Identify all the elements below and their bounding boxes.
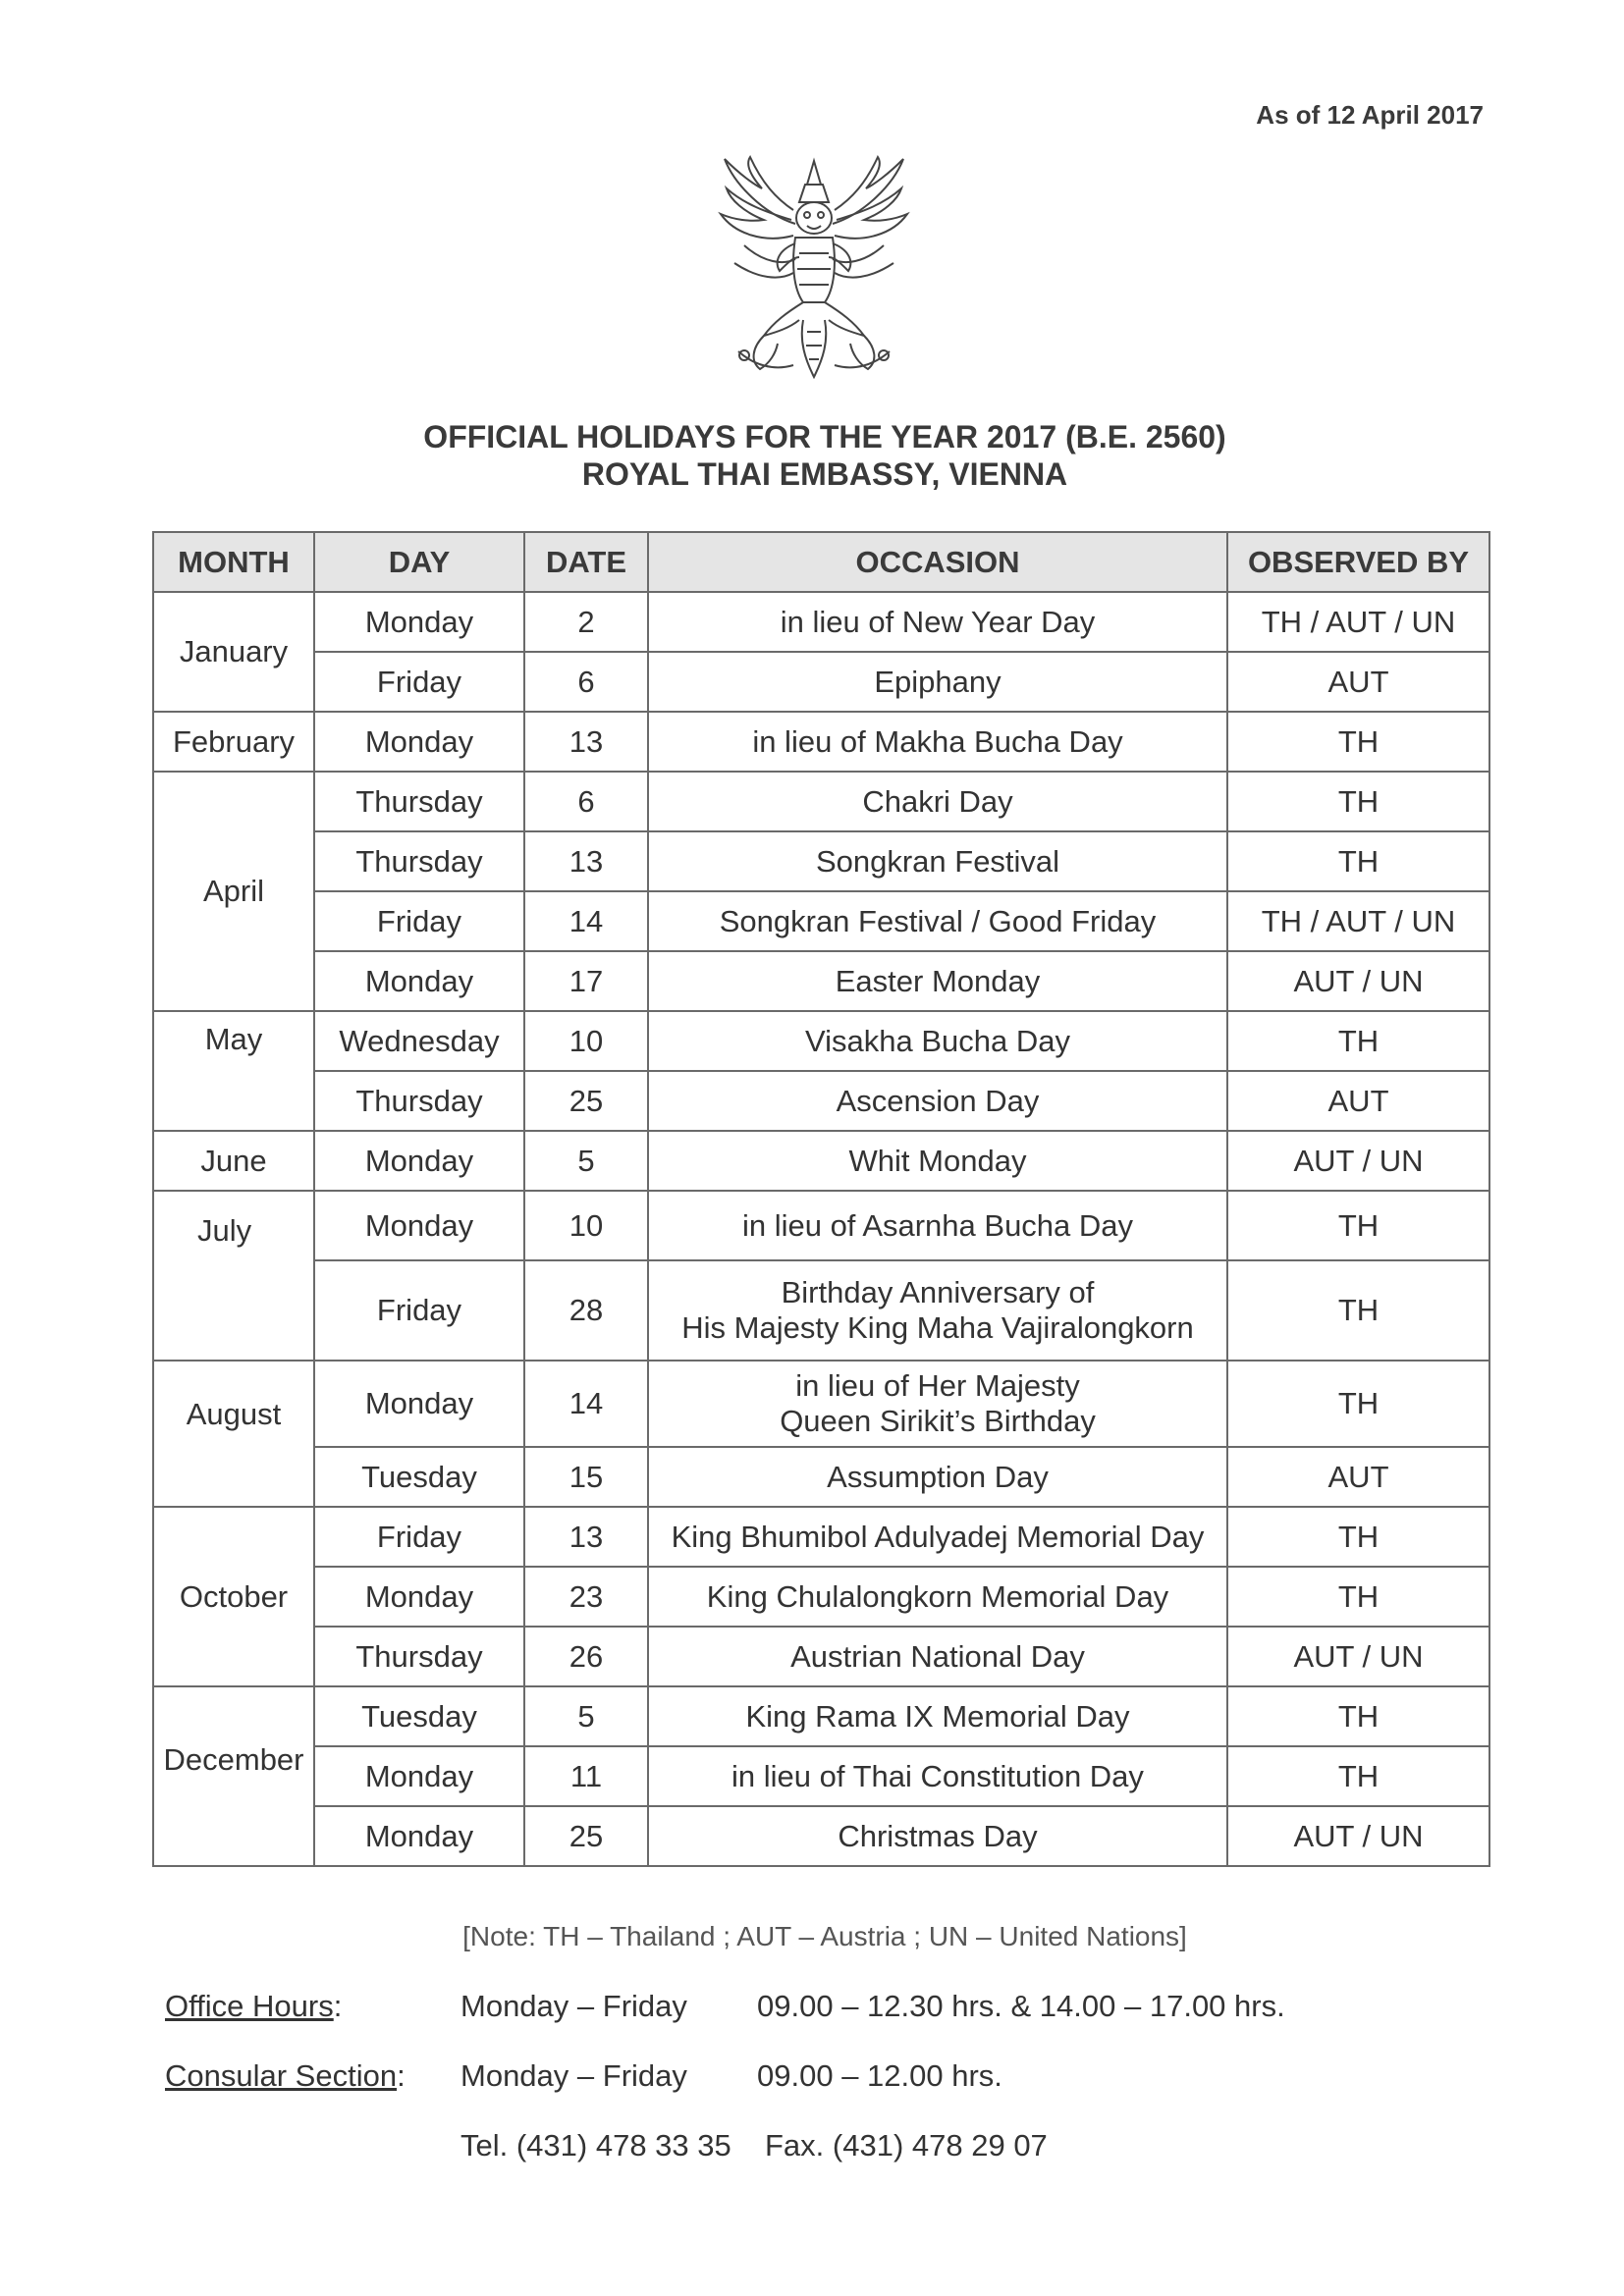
occasion-cell (648, 1260, 1227, 1361)
table-row (153, 1361, 1489, 1447)
observed-cell: TH (1227, 1011, 1489, 1071)
table-row (153, 1746, 1489, 1806)
date-cell: 14 (524, 1361, 648, 1447)
occasion-cell: Easter Monday (648, 951, 1227, 1011)
holidays-table (152, 531, 1490, 1867)
day-cell: Friday (314, 1507, 524, 1567)
day-cell: Friday (314, 1260, 524, 1361)
month-cell: May (153, 1011, 314, 1131)
observed-cell: TH (1227, 1746, 1489, 1806)
telephone: Tel. (431) 478 33 35 (460, 2128, 731, 2163)
table-row (153, 1686, 1489, 1746)
date-cell: 17 (524, 951, 648, 1011)
consular-label: Consular Section (165, 2058, 398, 2093)
occasion-cell: Austrian National Day (648, 1627, 1227, 1686)
month-cell: December (153, 1686, 314, 1866)
date-cell: 15 (524, 1447, 648, 1507)
occasion-cell (648, 1361, 1227, 1447)
table-row (153, 831, 1489, 891)
occasion-cell: Songkran Festival (648, 831, 1227, 891)
month-cell: July (153, 1191, 314, 1361)
date-cell: 6 (524, 772, 648, 831)
table-row (153, 1191, 1489, 1260)
date-cell: 13 (524, 831, 648, 891)
occasion-cell: in lieu of Asarnha Bucha Day (648, 1191, 1227, 1260)
header-date: DATE (524, 532, 648, 592)
occasion-line-2: His Majesty King Maha Vajiralongkorn (681, 1310, 1194, 1345)
occasion-cell: King Chulalongkorn Memorial Day (648, 1567, 1227, 1627)
month-cell: August (153, 1361, 314, 1507)
day-cell: Monday (314, 1191, 524, 1260)
occasion-cell: Assumption Day (648, 1447, 1227, 1507)
occasion-line-1: in lieu of Her Majesty (795, 1368, 1080, 1403)
date-cell: 10 (524, 1011, 648, 1071)
observed-cell: AUT / UN (1227, 951, 1489, 1011)
occasion-cell: Christmas Day (648, 1806, 1227, 1866)
date-cell: 26 (524, 1627, 648, 1686)
day-cell: Monday (314, 712, 524, 772)
table-row (153, 1447, 1489, 1507)
occasion-line-1: Birthday Anniversary of (781, 1275, 1095, 1309)
date-cell: 13 (524, 1507, 648, 1567)
office-hours-time: 09.00 – 12.30 hrs. & 14.00 – 17.00 hrs. (757, 1989, 1285, 2023)
table-row (153, 951, 1489, 1011)
observed-cell: TH / AUT / UN (1227, 592, 1489, 652)
observed-cell: AUT (1227, 652, 1489, 712)
date-cell: 11 (524, 1746, 648, 1806)
observed-cell: TH / AUT / UN (1227, 891, 1489, 951)
day-cell: Monday (314, 951, 524, 1011)
table-row (153, 652, 1489, 712)
day-cell: Wednesday (314, 1011, 524, 1071)
occasion-cell: Visakha Bucha Day (648, 1011, 1227, 1071)
date-cell: 28 (524, 1260, 648, 1361)
legend-note: [Note: TH – Thailand ; AUT – Austria ; UN – United Nations] (462, 1921, 1187, 1951)
day-cell: Thursday (314, 1071, 524, 1131)
observed-cell: TH (1227, 831, 1489, 891)
day-cell: Thursday (314, 772, 524, 831)
header-day: DAY (314, 532, 524, 592)
occasion-line-2: Queen Sirikit’s Birthday (780, 1404, 1096, 1438)
table-header-row (153, 532, 1489, 592)
garuda-emblem (705, 155, 923, 383)
table-row (153, 891, 1489, 951)
month-cell: October (153, 1507, 314, 1686)
table-row (153, 1011, 1489, 1071)
day-cell: Monday (314, 592, 524, 652)
observed-cell: TH (1227, 772, 1489, 831)
day-cell: Friday (314, 891, 524, 951)
day-cell: Monday (314, 1746, 524, 1806)
header-observed-by: OBSERVED BY (1227, 532, 1489, 592)
day-cell: Monday (314, 1361, 524, 1447)
observed-cell: TH (1227, 1567, 1489, 1627)
month-cell: April (153, 772, 314, 1011)
occasion-cell: in lieu of New Year Day (648, 592, 1227, 652)
month-cell: January (153, 592, 314, 712)
occasion-cell: King Rama IX Memorial Day (648, 1686, 1227, 1746)
month-cell: February (153, 712, 314, 772)
date-cell: 2 (524, 592, 648, 652)
day-cell: Monday (314, 1131, 524, 1191)
day-cell: Monday (314, 1806, 524, 1866)
document-title: OFFICIAL HOLIDAYS FOR THE YEAR 2017 (B.E. 2560) (423, 419, 1226, 454)
day-cell: Monday (314, 1567, 524, 1627)
date-cell: 14 (524, 891, 648, 951)
observed-cell: TH (1227, 1361, 1489, 1447)
table-row (153, 1627, 1489, 1686)
table-row (153, 1567, 1489, 1627)
observed-cell: AUT / UN (1227, 1627, 1489, 1686)
occasion-cell: Songkran Festival / Good Friday (648, 891, 1227, 951)
observed-cell: AUT (1227, 1071, 1489, 1131)
date-cell: 13 (524, 712, 648, 772)
consular-colon: : (397, 2058, 406, 2093)
occasion-cell: Ascension Day (648, 1071, 1227, 1131)
month-cell: June (153, 1131, 314, 1191)
table-row (153, 592, 1489, 652)
office-hours-heading (165, 1989, 342, 2024)
office-hours-colon: : (333, 1989, 343, 2023)
table-row (153, 1806, 1489, 1866)
occasion-cell: King Bhumibol Adulyadej Memorial Day (648, 1507, 1227, 1567)
date-cell: 5 (524, 1131, 648, 1191)
consular-time: 09.00 – 12.00 hrs. (757, 2058, 1002, 2093)
date-cell: 6 (524, 652, 648, 712)
consular-heading (165, 2058, 406, 2094)
table-row (153, 772, 1489, 831)
observed-cell: TH (1227, 1507, 1489, 1567)
office-hours-days: Monday – Friday (460, 1989, 687, 2023)
observed-cell: AUT (1227, 1447, 1489, 1507)
header-occasion: OCCASION (648, 532, 1227, 592)
day-cell: Tuesday (314, 1447, 524, 1507)
office-hours-label: Office Hours (165, 1989, 334, 2023)
observed-cell: AUT / UN (1227, 1131, 1489, 1191)
document-subtitle: ROYAL THAI EMBASSY, VIENNA (581, 456, 1068, 492)
header-month: MONTH (153, 532, 314, 592)
day-cell: Friday (314, 652, 524, 712)
date-cell: 10 (524, 1191, 648, 1260)
table-row (153, 1260, 1489, 1361)
as-of-date: As of 12 April 2017 (1256, 100, 1484, 130)
date-cell: 25 (524, 1071, 648, 1131)
table-row (153, 712, 1489, 772)
occasion-cell: Epiphany (648, 652, 1227, 712)
occasion-cell: in lieu of Makha Bucha Day (648, 712, 1227, 772)
table-row (153, 1507, 1489, 1567)
occasion-cell: in lieu of Thai Constitution Day (648, 1746, 1227, 1806)
date-cell: 25 (524, 1806, 648, 1866)
occasion-cell: Whit Monday (648, 1131, 1227, 1191)
occasion-cell: Chakri Day (648, 772, 1227, 831)
day-cell: Thursday (314, 1627, 524, 1686)
day-cell: Tuesday (314, 1686, 524, 1746)
observed-cell: TH (1227, 1260, 1489, 1361)
observed-cell: TH (1227, 1191, 1489, 1260)
observed-cell: TH (1227, 1686, 1489, 1746)
observed-cell: TH (1227, 712, 1489, 772)
table-row (153, 1131, 1489, 1191)
table-row (153, 1071, 1489, 1131)
date-cell: 23 (524, 1567, 648, 1627)
observed-cell: AUT / UN (1227, 1806, 1489, 1866)
day-cell: Thursday (314, 831, 524, 891)
consular-days: Monday – Friday (460, 2058, 687, 2093)
date-cell: 5 (524, 1686, 648, 1746)
fax: Fax. (431) 478 29 07 (765, 2128, 1048, 2163)
